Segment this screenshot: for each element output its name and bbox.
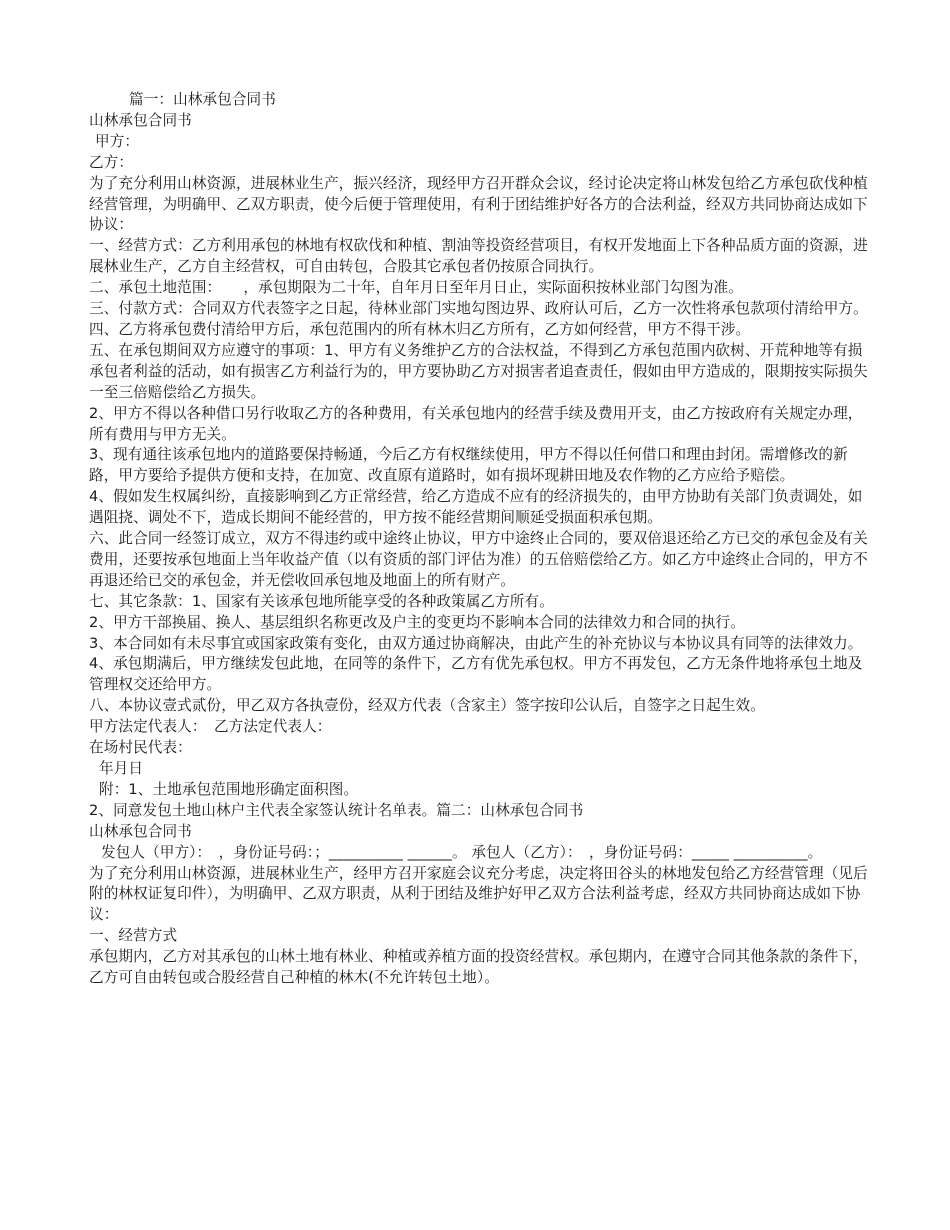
clause-8: 八、本协议壹式贰份，甲乙双方各执壹份，经双方代表（含家主）签字按印公认后，自签字之日起生效。: [89, 697, 765, 715]
preamble-paragraph: 为了充分利用山林资源，进展林业生产，振兴经济，现经甲方召开群众会议，经讨论决定将山林发包给乙方承包砍伐种植经营管理，为明确甲、乙双方职责，使今后便于管理使用，有利于团结维护好各方的合法利益，经双方共同协商达成如下协议：: [89, 174, 868, 234]
clause-7-item-2: 2、甲方干部换届、换人、基层组织名称更改及户主的变更均不影响本合同的法律效力和合同的执行。: [89, 613, 745, 631]
clause-4: 四、乙方将承包费付清给甲方后，承包范围内的所有林木归乙方所有，乙方如何经营，甲方不得干涉。: [89, 320, 751, 338]
clause-1: 一、经营方式：乙方利用承包的林地有权砍伐和种植、割油等投资经营项目，有权开发地面上下各种品质方面的资源，进展林业生产，乙方自主经营权，可自由转包，合股其它承包者仍按原合同执行。: [89, 237, 868, 276]
contract-title-1: 山林承包合同书: [89, 111, 192, 129]
village-witness: 在场村民代表：: [89, 739, 192, 757]
signature-representatives: 甲方法定代表人： 乙方法定代表人：: [89, 718, 332, 736]
attachment-2-and-section-heading-2: 2、同意发包土地山林户主代表全家签认统计名单表。篇二：山林承包合同书: [89, 801, 584, 819]
document-body: [89, 90, 869, 989]
clause-7-item-3: 3、本合同如有未尽事宜或国家政策有变化，由双方通过协商解决，由此产生的补充协议与本协议具有同等的法律效力。: [89, 634, 863, 652]
clause-7: 七、其它条款：1、国家有关该承包地所能享受的各种政策属乙方所有。: [89, 592, 554, 610]
date-line: 年月日: [99, 760, 144, 777]
clause-7-item-4: 4、承包期满后，甲方继续发包此地，在同等的条件下，乙方有优先承包权。甲方不再发包，乙方无条件地将承包土地及管理权交还给甲方。: [89, 655, 863, 694]
preamble-paragraph-2: 为了充分利用山林资源，进展林业生产，经甲方召开家庭会议充分考虑，决定将田谷头的林地发包给乙方经营管理（见后附的林权证复印件），为明确甲、乙双方职责，从利于团结及维护好甲乙双方合法利益考虑，经双方共同协商达成如下协议：: [89, 864, 868, 924]
clause-2: 二、承包土地范围： ，承包期限为二十年，自年月日至年月日止，实际面积按林业部门勾图为准。: [89, 279, 743, 297]
party-a-label: 甲方：: [95, 132, 140, 150]
section-heading-1: 篇一：山林承包合同书: [129, 91, 276, 108]
parties-id-line: 发包人（甲方）： ，身份证号码：；__________ ______。 承包人（乙方）： ，身份证号码：_____ __________。: [101, 843, 823, 861]
clause-6: 六、此合同一经签订成立，双方不得违约或中途终止协议，甲方中途终止合同的，要双倍退还给乙方已交的承包金及有关费用，还要按承包地面上当年收益产值（以有资质的部门评估为准）的五倍赔偿给乙方。如乙方中途终止合同的，甲方不再退还给已交的承包金，并无偿收回承包地及地面上的所有财产。: [89, 530, 868, 589]
section-business-mode: 一、经营方式: [89, 927, 178, 945]
clause-5-item-3: 3、现有通往该承包地内的道路要保持畅通，今后乙方有权继续使用，甲方不得以任何借口和理由封闭。需增修改的新路，甲方要给予提供方便和支持，在加宽、改直原有道路时，如有损坏现耕田地及农作物的乙方应给予赔偿。: [89, 446, 848, 485]
attachment-1: 附：1、土地承包范围地形确定面积图。: [99, 780, 359, 798]
business-mode-paragraph: 承包期内，乙方对其承包的山林土地有林业、种植或养植方面的投资经营权。承包期内，在遵守合同其他条款的条件下，乙方可自由转包或合股经营自己种植的林木(不允许转包土地）。: [89, 948, 868, 987]
clause-5: 五、在承包期间双方应遵守的事项：1、甲方有义务维护乙方的合法权益，不得到乙方承包范围内砍树、开荒种地等有损承包者利益的活动，如有损害乙方利益行为的，甲方要协助乙方对损害者追查责任，假如由甲方造成的，限期按实际损失一至三倍赔偿给乙方损失。: [89, 341, 868, 401]
contract-title-2: 山林承包合同书: [89, 822, 192, 840]
clause-3: 三、付款方式：合同双方代表签字之日起，待林业部门实地勾图边界、政府认可后，乙方一次性将承包款项付清给甲方。: [89, 300, 868, 318]
clause-5-item-2: 2、甲方不得以各种借口另行收取乙方的各种费用，有关承包地内的经营手续及费用开支，由乙方按政府有关规定办理，所有费用与甲方无关。: [89, 404, 863, 443]
clause-5-item-4: 4、假如发生权属纠纷，直接影响到乙方正常经营，给乙方造成不应有的经济损失的，由甲方协助有关部门负责调处，如遇阻挠、调处不下，造成长期间不能经营的，甲方按不能经营期间顺延受损面积承包期。: [89, 488, 863, 527]
party-b-label: 乙方：: [89, 153, 134, 171]
